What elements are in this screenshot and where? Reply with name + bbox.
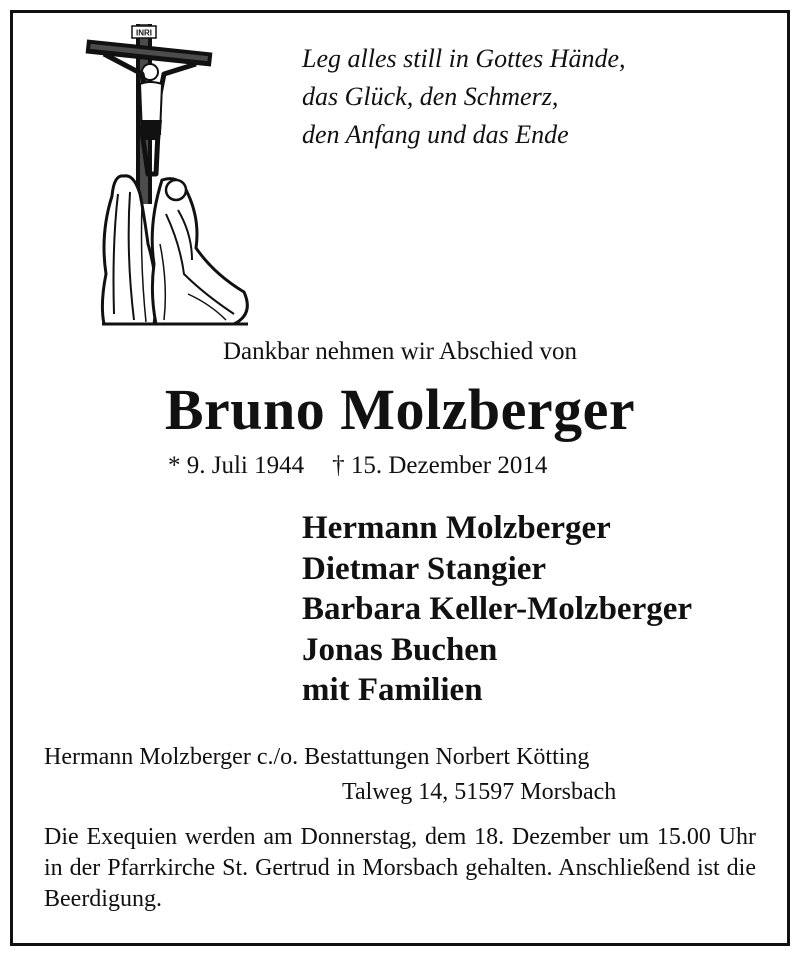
birth-date: * 9. Juli 1944 bbox=[168, 452, 305, 479]
mourner-name: Dietmar Stangier bbox=[302, 550, 547, 587]
death-date: † 15. Dezember 2014 bbox=[332, 452, 548, 479]
deceased-name: Bruno Molzberger bbox=[164, 377, 636, 442]
mourners-list bbox=[302, 508, 692, 711]
funeral-service-info: Die Exequien werden am Donnerstag, dem 18. Dezember um 15.00 Uhr in der Pfarrkirche St. Gertrud in Morsbach gehalten. Anschließend ist die Beerdigung. bbox=[44, 824, 756, 912]
poem bbox=[302, 40, 626, 154]
mourner-name: Hermann Molzberger bbox=[302, 510, 611, 546]
titulus-text: INRI bbox=[136, 28, 152, 38]
poem-line: den Anfang und das Ende bbox=[302, 120, 569, 149]
farewell-intro: Dankbar nehmen wir Abschied von bbox=[222, 338, 578, 365]
mourner-name: Jonas Buchen bbox=[302, 631, 498, 668]
life-dates bbox=[168, 452, 575, 480]
contact-street: Talweg 14, 51597 Morsbach bbox=[342, 779, 617, 805]
poem-line: das Glück, den Schmerz, bbox=[302, 82, 559, 111]
contact-line: Hermann Molzberger c./o. Bestattungen Norbert Kötting bbox=[44, 744, 590, 770]
mourner-name: mit Familien bbox=[302, 672, 483, 708]
mourner-name: Barbara Keller-Molzberger bbox=[302, 591, 693, 627]
crucifix-icon bbox=[84, 24, 254, 328]
contact-address bbox=[44, 740, 616, 810]
poem-line: Leg alles still in Gottes Hände, bbox=[302, 44, 626, 73]
